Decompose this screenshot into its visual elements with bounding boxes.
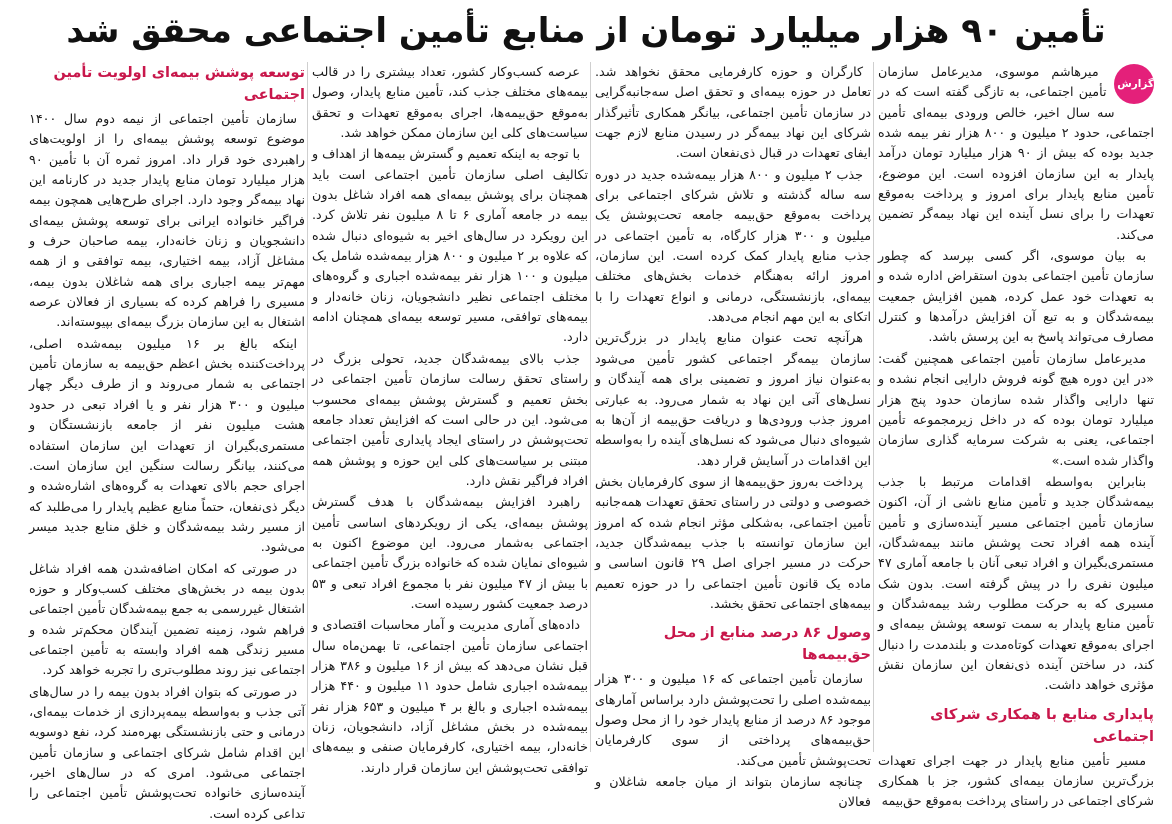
article-paragraph: عرصه کسب‌وکار کشور، تعداد بیشتری را در قالب بیمه‌های مختلف جذب کند، تأمین منابع پایدار، وصول به‌موقع حق‌بیمه‌ها، اجرای به‌موقع تعهدات و تحقق سیاست‌های کلی این سازمان ممکن خواهد شد. bbox=[312, 64, 588, 141]
article-paragraph: داده‌های آماری مدیریت و آمار محاسبات اقتصادی و اجتماعی سازمان تأمین اجتماعی، تا بهمن‌ماه سال قبل نشان می‌دهد که بیش از ۱۶ میلیون و ۳۸۶ هزار بیمه‌شده اجباری شامل حدود ۱۱ میلیون و ۴۴۰ هزار بیمه‌شده اجباری و بالغ بر ۴ میلیون و ۶۵۳ هزار نفر بیمه‌شده در بخش مشاغل آزاد، دانشجویان، زنان خانه‌دار، بیمه اختیاری، کارفرمایان صنفی و بیمه‌های توافقی تحت‌پوشش این سازمان قرار دارند. bbox=[312, 617, 588, 775]
section-subheading: پایداری منابع با همکاری شرکای اجتماعی bbox=[930, 706, 1154, 745]
article-paragraph: سازمان تأمین اجتماعی که ۱۶ میلیون و ۳۰۰ هزار بیمه‌شده اصلی را تحت‌پوشش دارد براساس آمارهای موجود ۸۶ درصد از منابع پایدار خود را از محل وصول حق‌بیمه‌های پرداختی از سوی کارفرمایان تحت‌پوشش تأمین می‌کند. bbox=[595, 671, 871, 768]
page-headline: تأمین ۹۰ هزار میلیارد تومان از منابع تأمین اجتماعی محقق شد bbox=[66, 11, 1106, 51]
article-paragraph: جذب بالای بیمه‌شدگان جدید، تحولی بزرگ در راستای تحقق رسالت سازمان تأمین اجتماعی در بخش تعمیم و گسترش پوشش بیمه‌ای محسوب می‌شود. این در حالی است که افزایش تعداد جامعه تحت‌پوشش در راستای ایجاد پایداری تأمین اجتماعی مبتنی بر سیاست‌های کلی این حوزه و پوشش همه افراد فراگیر نقش دارد. bbox=[312, 350, 588, 488]
section-subheading: توسعه پوشش بیمه‌ای اولویت تأمین اجتماعی bbox=[53, 65, 305, 103]
article-paragraph: اینکه بالغ بر ۱۶ میلیون بیمه‌شده اصلی، پرداخت‌کننده بخش اعظم حق‌بیمه به سازمان تأمین اجتماعی به شمار می‌روند و از طرف دیگر چهار میلیون و ۳۰۰ هزار نفر و یا افراد تبعی در حدود هشت میلیون نفر از جامعه بازنشستگان و مستمری‌بگیران از تعهدات این سازمان استفاده می‌کنند، بیانگر رسالت سنگین این سازمان است. اجرای حجم بالای تعهدات به گروه‌های اشاره‌شده و دیگر ذی‌نفعان، حتماً منابع عظیم پایدار را می‌طلبد که از مسیر رشد بیمه‌شدگان و خلق منابع جدید میسر می‌شود. bbox=[29, 335, 305, 555]
article-paragraph: مسیر تأمین منابع پایدار در جهت اجرای تعهدات بزرگ‌ترین سازمان بیمه‌ای کشور، جز با همکاری شرکای اجتماعی در راستای پرداخت به‌موقع حق‌بیمه bbox=[878, 752, 1154, 809]
column-divider bbox=[873, 62, 874, 752]
report-badge: گزارش bbox=[1114, 64, 1154, 104]
article-paragraph: هرآنچه تحت عنوان منابع پایدار در بزرگ‌ترین سازمان بیمه‌گر اجتماعی کشور تأمین می‌شود به‌عنوان نیاز امروز و تضمینی برای همه آیندگان و نسل‌های آتی این نهاد به شمار می‌رود. به عبارتی امروز جذب ورودی‌ها و دریافت حق‌بیمه از آن‌ها به شیوه‌ای دنبال می‌شود که نسل‌های آینده را به‌واسطه این اقدامات در آسایش قرار دهد. bbox=[595, 330, 871, 468]
section-subheading: وصول ۸۶ درصد منابع از محل حق‌بیمه‌ها bbox=[663, 625, 871, 664]
article-paragraph: در صورتی که بتوان افراد بدون بیمه را در سال‌های آتی جذب و به‌واسطه بیمه‌پردازی از خدمات بیمه‌ای، درمانی و حتی بازنشستگی بهره‌مند کرد، نفع دوسویه این اقدام شامل شرکای اجتماعی و سازمان تأمین اجتماعی می‌شود. امری که در سال‌های اخیر، آینده‌سازی خانواده تحت‌پوشش تأمین اجتماعی را تداعی کرده است. bbox=[29, 683, 305, 821]
article-paragraph: مدیرعامل سازمان تأمین اجتماعی همچنین گفت: «در این دوره هیچ گونه فروش دارایی انجام نشده و تنها دارایی واگذار شده سازمان حدود پنج هزار میلیارد تومان بوده که در داخل زیرمجموعه تأمین اجتماعی، یعنی به شرکت سرمایه گذاری سازمان واگذار شده است.» bbox=[878, 350, 1154, 468]
article-paragraph: با توجه به اینکه تعمیم و گسترش بیمه‌ها از اهداف و تکالیف اصلی سازمان تأمین اجتماعی است باید همچنان برای پوشش بیمه‌ای همه افراد شاغل بدون بیمه در جامعه آماری ۶ تا ۸ میلیون نفر تلاش کرد. این رویکرد در سال‌های اخیر به شیوه‌ای دنبال شده که علاوه بر ۲ میلیون و ۸۰۰ هزار بیمه‌شده شامل یک میلیون و ۱۰۰ هزار نفر بیمه‌شده اجباری و گروه‌های مختلف اجتماعی نظیر دانشجویان، زنان خانه‌دار و بیمه‌های توافقی، مسیر توسعه بیمه‌ای همچنان ادامه دارد. bbox=[312, 146, 589, 345]
column-2 bbox=[595, 62, 872, 810]
article-paragraph: پرداخت به‌روز حق‌بیمه‌ها از سوی کارفرمایان بخش خصوصی و دولتی در راستای تحقق تعهدات همه‌جانبه تأمین اجتماعی، به‌شکلی مؤثر انجام شده که امروز این سازمان توانسته با جذب بیمه‌شدگان جدید، حرکت در مسیر اجرای اصل ۲۹ قانون اساسی و ماده یک قانون تأمین اجتماعی را در حوزه تعمیم بیمه‌های اجتماعی تحقق بخشد. bbox=[595, 473, 871, 611]
article-paragraph: راهبرد افزایش بیمه‌شدگان با هدف گسترش پوشش بیمه‌ای، یکی از رویکردهای اساسی تأمین اجتماعی به‌شمار می‌رود. این موضوع اکنون به شیوه‌ای نمایان شده که خانواده بزرگ تأمین اجتماعی با بیش از ۴۷ میلیون نفر با مجموع افراد تبعی و ۵۳ درصد جمعیت کشور رسیده است. bbox=[312, 494, 588, 611]
article-paragraph: جذب ۲ میلیون و ۸۰۰ هزار بیمه‌شده جدید در دوره سه ساله گذشته و تلاش شرکای اجتماعی برای پرداخت به‌موقع حق‌بیمه جامعه تحت‌پوشش یک میلیون و ۳۰۰ هزار کارگاه، به تأمین اجتماعی در جذب منابع پایدار کمک کرده است. این سازمان، امروز ارائه به‌هنگام خدمات بخش‌های مختلف بیمه‌ای، بازنشستگی، درمانی و انواع تعهدات را با اتکای به این مهم انجام می‌دهد. bbox=[595, 166, 872, 325]
article-paragraph: در صورتی که امکان اضافه‌شدن همه افراد شاغل بدون بیمه در بخش‌های مختلف کسب‌وکار و حوزه اشتغال غیررسمی به جمع بیمه‌شدگان تأمین اجتماعی فراهم شود، زمینه تضمین آیندگان محکم‌تر شده و مسیر زندگی همه افراد وابسته به تأمین اجتماعی اجتماعی نیز روند مطلوب‌تری را تجربه خواهد کرد. bbox=[28, 560, 305, 678]
article-paragraph: چنانچه سازمان بتواند از میان جامعه شاغلان و فعالان bbox=[595, 774, 871, 810]
column-4 bbox=[28, 62, 305, 821]
column-1 bbox=[878, 62, 1154, 809]
article-paragraph: سازمان تأمین اجتماعی از نیمه دوم سال ۱۴۰۰ موضوع توسعه پوشش بیمه‌ای را از اولویت‌های راهبردی خود قرار داد. امروز ثمره آن با تأمین ۹۰ هزار میلیارد تومان منابع پایدار جدید در کارنامه این نهاد بیمه‌گر وجود دارد. اجرای طرح‌هایی همچون بیمه فراگیر خانواده ایرانی برای توسعه پوشش بیمه‌ای دانشجویان و زنان خانه‌دار، بیمه صاحبان حرف و مشاغل آزاد، بیمه اختیاری، بیمه توافقی و از همه مهم‌تر بیمه اجباری برای همه شاغلان بدون بیمه، مسیری را فراهم کرده که بسیاری از فعالان عرصه اشتغال به این سازمان بزرگ بیمه‌ای بپیوسته‌اند. bbox=[29, 111, 305, 330]
column-divider bbox=[590, 62, 591, 752]
article-paragraph: میرهاشم موسوی، مدیرعامل سازمان تأمین اجتماعی، به تازگی گفته است که در سه سال اخیر، خالص ورودی بیمه‌ای تأمین اجتماعی، حدود ۲ میلیون و ۸۰۰ هزار نفر بیمه شده جدید بوده که بیش از ۹۰ هزار میلیارد تومان درآمد پایدار به این سازمان افزوده است. این موضوع، تأمین منابع پایدار برای امروز و پرداخت به‌موقع تعهدات را برای نسل آینده این نهاد بیمه‌گر تضمین می‌کند. bbox=[878, 64, 1154, 242]
article-paragraph: بنابراین به‌واسطه اقدامات مرتبط با جذب بیمه‌شدگان جدید و تأمین منابع ناشی از آن، اکنون سازمان تأمین اجتماعی مسیر آینده‌سازی و تأمین آینده همه افراد تحت پوشش مانند بیمه‌شدگان، مستمری‌بگیران و افراد تبعی آنان با جامعه آماری ۴۷ میلیون نفری را در پیش گرفته است. بدون شک مسیری که به حرکت مطلوب رشد بیمه‌شدگان و تأمین منابع پایدار به سمت توسعه پوشش بیمه‌ای و اجرای به‌موقع تعهدات کوتاه‌مدت و بلندمدت را دنبال کند، در ساختن آینده ذی‌نفعان این سازمان نقش مؤثری خواهد داشت. bbox=[878, 473, 1154, 693]
column-3 bbox=[312, 62, 589, 775]
article-paragraph: به بیان موسوی، اگر کسی بپرسد که چطور سازمان تأمین اجتماعی بدون استقراض اداره شده و به تعهدات خود عمل کرده، همین افزایش جمعیت بیمه‌شدگان و به تبع آن افزایش درآمدها و کنترل مصارف می‌تواند پاسخ به این پرسش باشد. bbox=[878, 248, 1154, 345]
column-divider bbox=[307, 62, 308, 752]
article-paragraph: کارگران و حوزه کارفرمایی محقق نخواهد شد. تعامل در حوزه بیمه‌ای و تحقق اصل سه‌جانبه‌گرایی در سازمان تأمین اجتماعی، بیانگر همکاری تأثیرگذار شرکای این نهاد بیمه‌گر در رسیدن منابع لازم جهت ایفای تعهدات در قبال ذی‌نفعان است. bbox=[595, 64, 871, 161]
